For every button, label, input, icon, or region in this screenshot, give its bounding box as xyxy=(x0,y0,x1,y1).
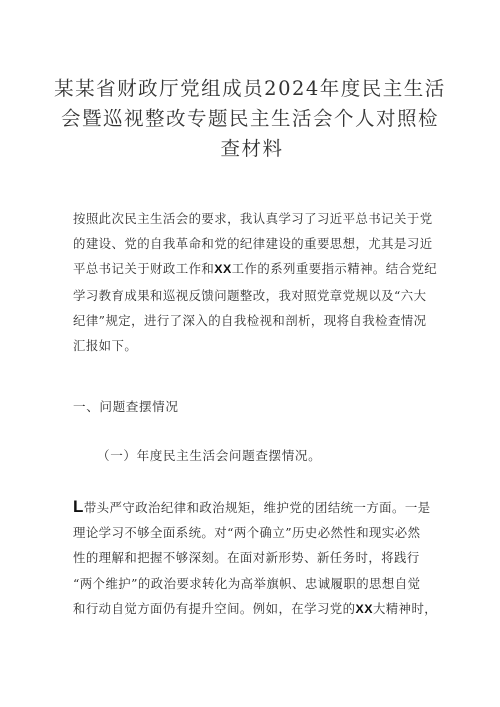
xx-placeholder-2: XX xyxy=(355,601,373,616)
xx-placeholder: XX xyxy=(214,262,232,277)
item-marker: L xyxy=(73,497,84,516)
body-line-1-text: 带头严守政治纪律和政治规矩，维护党的团结统一方面。一是 xyxy=(83,500,431,515)
body-paragraph xyxy=(73,494,438,622)
section-heading: 一、问题查摆情况 xyxy=(73,399,179,414)
intro-line-3 xyxy=(73,256,438,282)
intro-line-1: 按照此次民主生活会的要求，我认真学习了习近平总书记关于党 xyxy=(73,211,433,226)
intro-line-4: 学习教育成果和巡视反馈问题整改，我对照党章党规以及“六大 xyxy=(73,287,427,303)
intro-line-3a: 平总书记关于财政工作和 xyxy=(73,261,215,277)
title-line-1: 某某省财政厅党组成员2024年度民主生活 xyxy=(54,77,446,100)
body-line-5 xyxy=(73,596,438,622)
intro-line-3b: 工作的系列重要指示精神。结合党纪 xyxy=(231,261,438,277)
intro-line-2: 的建设、党的自我革命和党的纪律建设的重要思想，尤其是习近 xyxy=(73,236,433,252)
subsection-heading: （一）年度民主生活会问题查摆情况。 xyxy=(97,448,322,463)
body-line-3: 性的理解和把握不够深刻。在面对新形势、新任务时，将践行 xyxy=(73,550,420,566)
body-line-5b: 大精神时， xyxy=(372,600,438,616)
body-line-4: “两个维护”的政治要求转化为高举旗帜、忠诚履职的思想自觉 xyxy=(73,575,421,591)
title-line-2: 会暨巡视整改专题民主生活会个人对照检 xyxy=(60,107,439,130)
body-line-2: 理论学习不够全面系统。对“两个确立”历史必然性和现实必然 xyxy=(73,525,421,541)
body-line-5a: 和行动自觉方面仍有提升空间。例如，在学习党的 xyxy=(73,600,356,616)
intro-line-5: 纪律”规定，进行了深入的自我检视和剖析，现将自我检查情况 xyxy=(73,312,427,328)
title-line-3: 查材料 xyxy=(220,137,284,160)
intro-paragraph xyxy=(73,206,438,358)
body-line-1 xyxy=(73,494,435,520)
intro-line-6: 汇报如下。 xyxy=(73,338,138,354)
document-title xyxy=(40,74,460,164)
